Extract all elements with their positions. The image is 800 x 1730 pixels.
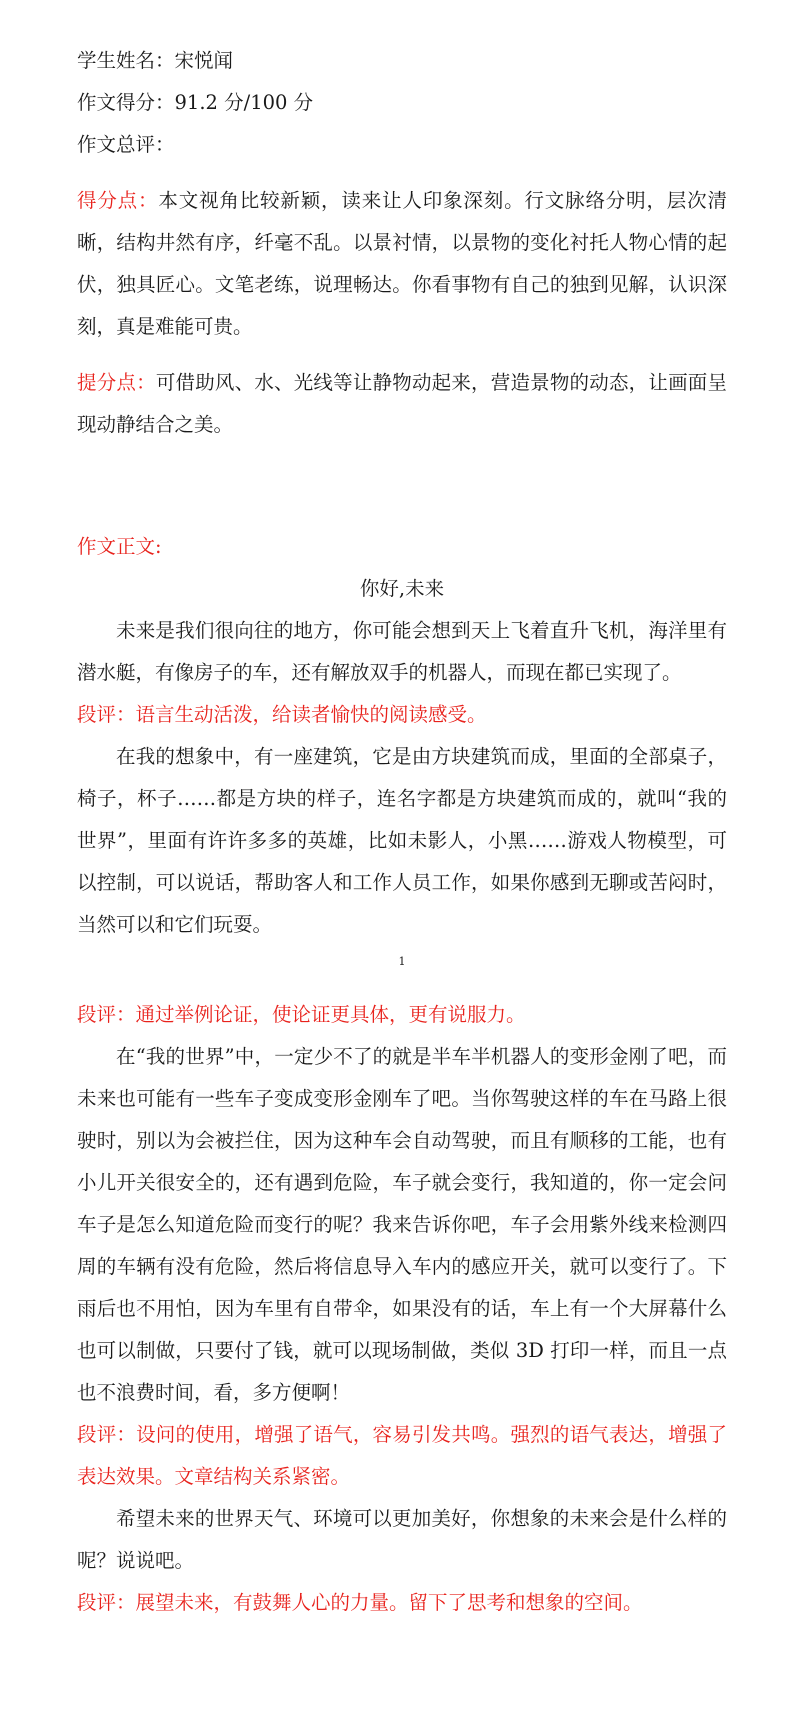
strengths-label: 得分点： <box>77 189 159 212</box>
score-value: 91.2 分/100 分 <box>174 91 314 114</box>
essay-paragraph-4: 希望未来的世界天气、环境可以更加美好，你想象的未来会是什么样的呢？说说吧。 <box>77 1507 727 1572</box>
essay-paragraph-3: 在“我的世界”中，一定少不了的就是半车半机器人的变形金刚了吧，而未来也可能有一些车子变成变形金刚车了吧。当你驾驶这样的车在马路上很驶时，别以为会被拦住，因为这种车会自动驾驶，而且有顺移的工能，也有小儿开关很安全的，还有遇到危险，车子就会变行，我知道的，你一定会问车子是怎么知道危险而变行的呢？我来告诉你吧，车子会用紫外线来检测四周的车辆有没有危险，然后将信息导入车内的感应开关，就可以变行了。下雨后也不用怕，因为车里有自带伞，如果没有的话，车上有一个大屏幕什么也可以制做，只要付了钱，就可以现场制做，类似 3D 打印一样，而且一点也不浪费时间，看，多方便啊！ <box>77 1045 727 1404</box>
review-heading: 作文总评： <box>77 133 175 156</box>
paragraph-comment-1: 段评：语言生动活泼，给读者愉快的阅读感受。 <box>77 703 487 726</box>
paragraph-comment-3: 段评：设问的使用，增强了语气，容易引发共鸣。强烈的语气表达，增强了表达效果。文章结构关系紧密。 <box>77 1423 727 1488</box>
score-line <box>77 82 727 124</box>
improve-text: 可借助风、水、光线等让静物动起来，营造景物的动态，让画面呈现动静结合之美。 <box>77 371 727 436</box>
spacer <box>77 348 727 362</box>
essay-paragraph-2: 在我的想象中，有一座建筑，它是由方块建筑而成，里面的全部桌子，椅子，杯子……都是方块的样子，连名字都是方块建筑而成的，就叫“我的世界”，里面有许许多多的英雄，比如未影人，小黑……游戏人物模型，可以控制，可以说话，帮助客人和工作人员工作，如果你感到无聊或苦闷时，当然可以和它们玩耍。 <box>77 745 727 936</box>
essay-section-label: 作文正文: <box>77 535 162 558</box>
student-name-label: 学生姓名： <box>77 49 175 72</box>
spacer <box>77 166 727 180</box>
strengths-paragraph <box>77 180 727 348</box>
document-page <box>77 40 727 1624</box>
spacer <box>77 446 727 526</box>
improve-label: 提分点： <box>77 371 156 394</box>
student-name-value: 宋悦闻 <box>174 49 234 72</box>
page-number: 1 <box>398 955 406 968</box>
strengths-text: 本文视角比较新颖，读来让人印象深刻。行文脉络分明，层次清晰，结构井然有序，纤毫不乱。以景衬情，以景物的变化衬托人物心情的起伏，独具匠心。文笔老练，说理畅达。你看事物有自己的独到见解，认识深刻，真是难能可贵。 <box>77 189 727 338</box>
essay-title: 你好,未来 <box>359 577 445 600</box>
paragraph-comment-4: 段评：展望未来，有鼓舞人心的力量。留下了思考和想象的空间。 <box>77 1591 643 1614</box>
essay-paragraph-1: 未来是我们很向往的地方，你可能会想到天上飞着直升飞机，海洋里有潜水艇，有像房子的车，还有解放双手的机器人，而现在都已实现了。 <box>77 619 727 684</box>
improve-paragraph <box>77 362 727 446</box>
paragraph-comment-2: 段评：通过举例论证，使论证更具体，更有说服力。 <box>77 1003 526 1026</box>
student-name-line <box>77 40 727 82</box>
score-label: 作文得分： <box>77 91 175 114</box>
